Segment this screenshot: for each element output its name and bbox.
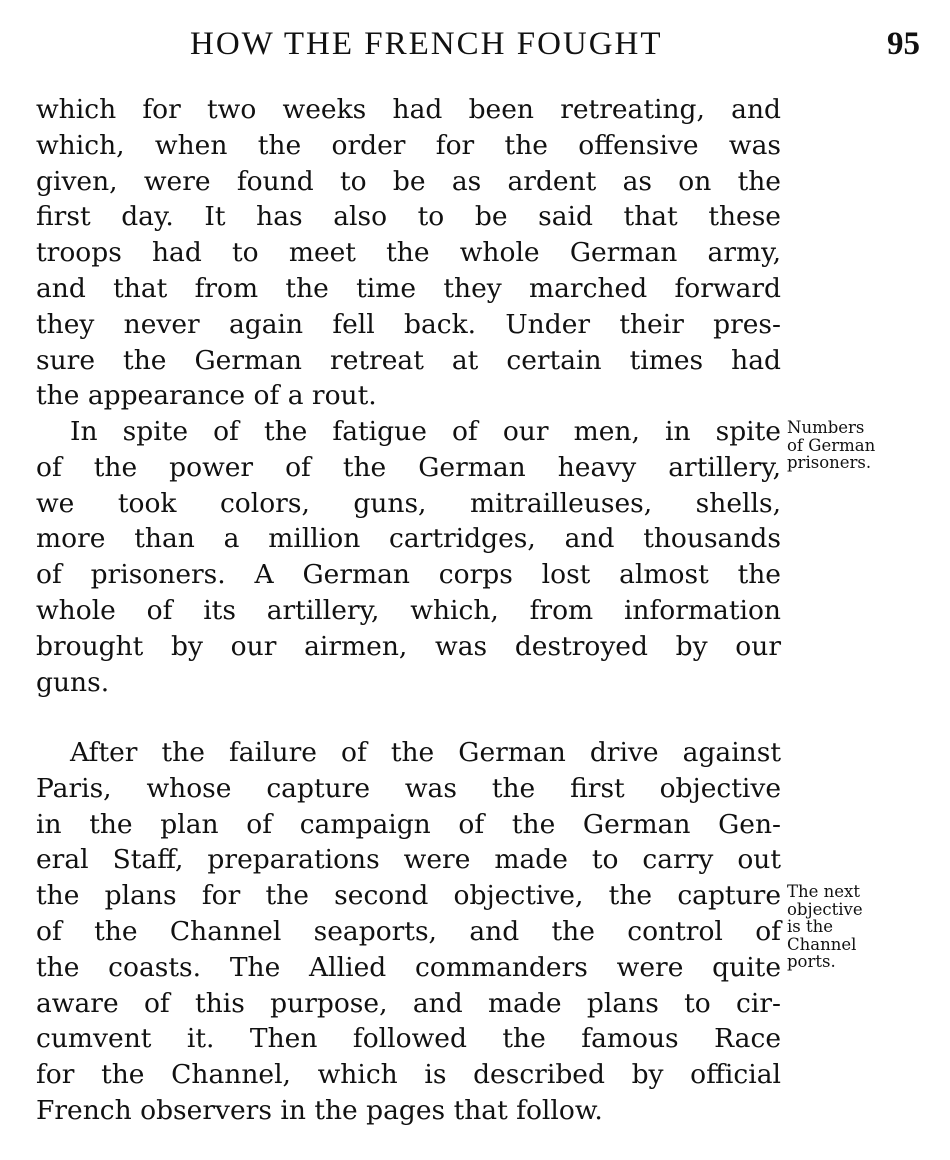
text-line: of prisoners. A German corps lost almost the (36, 559, 781, 591)
page-header (0, 26, 950, 76)
text-line: sure the German retreat at certain times had (36, 344, 781, 376)
margin-note-line: The next (787, 882, 860, 901)
text-line: and that from the time they marched forward (36, 272, 781, 304)
text-line: first day. It has also to be said that these (36, 201, 781, 233)
text-line: given, were found to be as ardent as on the (36, 165, 781, 197)
text-line: In spite of the fatigue of our men, in spite (70, 416, 781, 447)
text-line: the coasts. The Allied commanders were quite (36, 951, 781, 983)
text-line: they never again fell back. Under their pres- (36, 308, 781, 340)
text-line: whole of its artillery, which, from information (36, 594, 781, 626)
running-title: HOW THE FRENCH FOUGHT (190, 26, 663, 62)
paragraph-2 (36, 414, 781, 700)
text-line: the plans for the second objective, the capture (36, 880, 781, 912)
text-line: which for two weeks had been retreating, and (36, 94, 781, 125)
text-line: the appearance of a rout. (36, 380, 377, 412)
margin-note-line: Numbers (787, 418, 865, 437)
text-line: aware of this purpose, and made plans to cir- (36, 987, 781, 1019)
text-line: troops had to meet the whole German army, (36, 237, 781, 269)
margin-note-line: Channel (787, 934, 857, 954)
text-line: of the power of the German heavy artillery, (36, 451, 781, 483)
text-line: cumvent it. Then followed the famous Race (36, 1023, 781, 1055)
margin-note-line: objective (787, 899, 863, 919)
text-line: in the plan of campaign of the German Gen- (36, 808, 781, 840)
text-line: for the Channel, which is described by official (36, 1059, 781, 1091)
margin-note-german-prisoners (787, 419, 875, 472)
text-line: we took colors, guns, mitrailleuses, shells, (36, 487, 781, 519)
text-line: which, when the order for the offensive was (36, 129, 781, 161)
margin-note-line: ports. (787, 952, 836, 971)
margin-note-line: prisoners. (787, 453, 872, 472)
text-line: more than a million cartridges, and thousands (36, 523, 781, 555)
text-line: After the failure of the German drive against (70, 737, 781, 768)
margin-note-line: of German (787, 435, 876, 455)
paragraph-3 (36, 735, 781, 1129)
text-line: of the Channel seaports, and the control of (36, 915, 781, 947)
text-line: eral Staff, preparations were made to carry out (36, 844, 781, 876)
text-line: French observers in the pages that follow. (36, 1094, 603, 1126)
text-line: guns. (36, 666, 110, 698)
text-line: Paris, whose capture was the first objective (36, 772, 781, 804)
text-line: brought by our airmen, was destroyed by our (36, 630, 781, 662)
margin-note-channel-ports (787, 883, 863, 971)
paragraph-1 (36, 92, 781, 414)
page-number: 95 (887, 26, 920, 62)
margin-note-line: is the (787, 917, 834, 936)
